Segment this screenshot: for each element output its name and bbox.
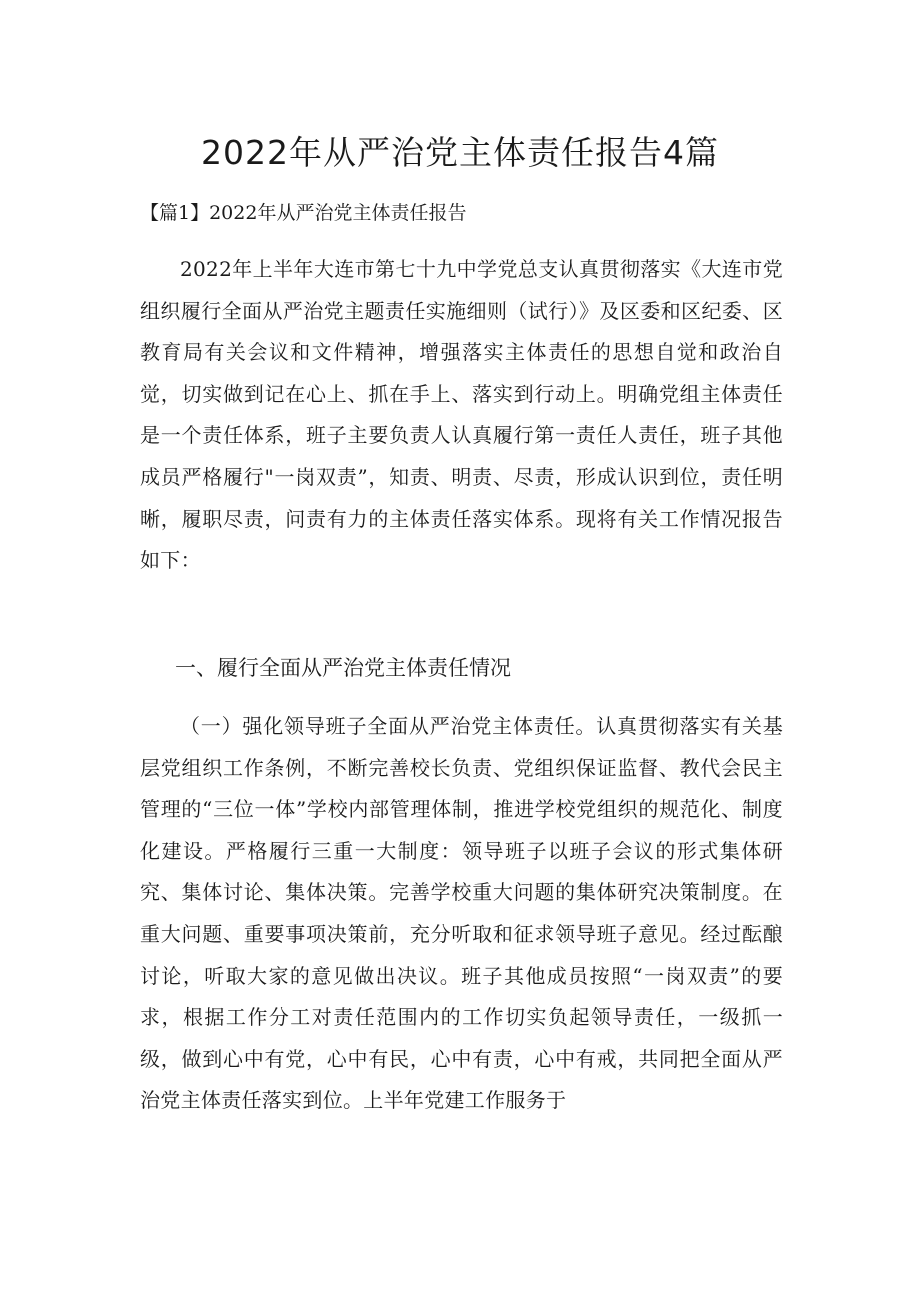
section-heading: 一、履行全面从严治党主体责任情况: [175, 656, 511, 680]
paragraph-intro: 2022年上半年大连市第七十九中学党总支认真贯彻落实《大连市党组织履行全面从严治党主题责任实施细则（试行）》及区委和区纪委、区教育局有关会议和文件精神，增强落实主体责任的思想自觉和政治自觉，切实做到记在心上、抓在手上、落实到行动上。明确党组主体责任是一个责任体系，班子主要负责人认真履行第一责任人责任，班子其他成员严格履行"一岗双责”，知责、明责、尽责，形成认识到位，责任明晰，履职尽责，问责有力的主体责任落实体系。现将有关工作情况报告如下：: [140, 257, 783, 573]
paragraph-section-1: （一）强化领导班子全面从严治党主体责任。认真贯彻落实有关基层党组织工作条例，不断完善校长负责、党组织保证监督、教代会民主管理的“三位一体”学校内部管理体制，推进学校党组织的规范化、制度化建设。严格履行三重一大制度：领导班子以班子会议的形式集体研究、集体讨论、集体决策。完善学校重大问题的集体研究决策制度。在重大问题、重要事项决策前，充分听取和征求领导班子意见。经过酝酿讨论，听取大家的意见做出决议。班子其他成员按照“一岗双责”的要求，根据工作分工对责任范围内的工作切实负起领导责任，一级抓一级，做到心中有党，心中有民，心中有责，心中有戒，共同把全面从严治党主体责任落实到位。上半年党建工作服务于: [140, 714, 783, 1113]
document-subtitle: 【篇1】2022年从严治党主体责任报告: [140, 202, 467, 224]
document-title: 2022年从严治党主体责任报告4篇: [201, 133, 719, 172]
